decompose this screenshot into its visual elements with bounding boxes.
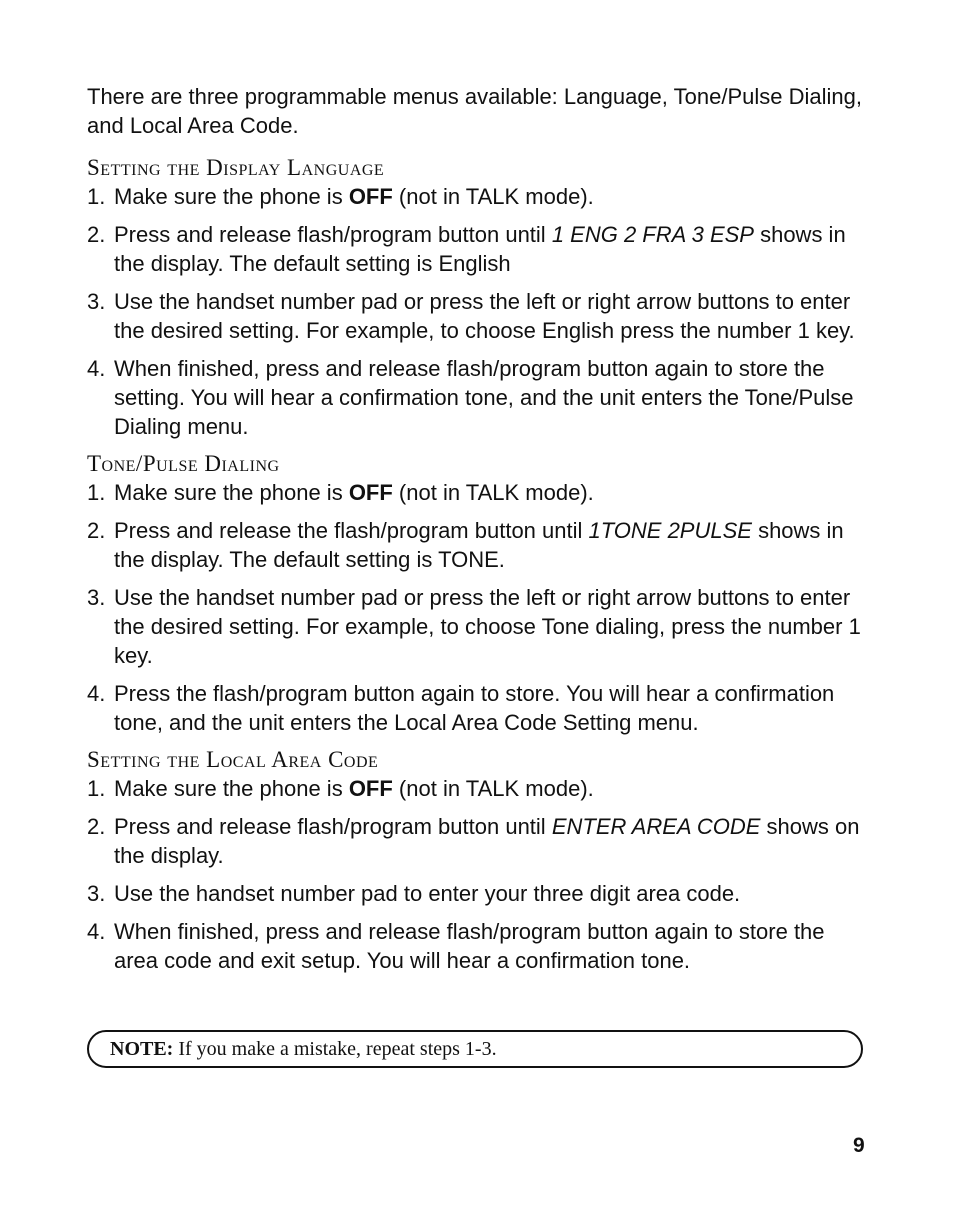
step-text (114, 774, 867, 803)
step-item (87, 182, 867, 211)
step-number: 1. (87, 776, 106, 801)
step-text-pre: Make sure the phone is (114, 184, 349, 209)
step-text (114, 478, 867, 507)
step-text-bold: OFF (348, 480, 393, 505)
step-text-post: shows in the display. The default setting is English (114, 222, 846, 276)
section-heading: Setting the Local Area Code (87, 747, 379, 772)
step-text-post: (not in TALK mode). (392, 776, 594, 801)
step-text-post: shows on the display. (114, 814, 860, 868)
step-text: Use the handset number pad to enter your three digit area code. (114, 881, 741, 906)
step-text-italic: 1TONE 2PULSE (588, 518, 752, 543)
step-text: Press the flash/program button again to store. You will hear a confirmation tone, and the unit enters the Local Area Code Setting menu. (114, 681, 835, 735)
step-text-bold: OFF (348, 776, 393, 801)
step-text-post: shows in the display. The default setting is TONE. (114, 518, 844, 572)
step-text: Use the handset number pad or press the left or right arrow buttons to enter the desired setting. For example, to choose English press the number 1 key. (114, 289, 855, 343)
step-item (87, 220, 867, 278)
step-text-pre: Make sure the phone is (114, 480, 349, 505)
section-heading: Tone/Pulse Dialing (87, 451, 280, 476)
step-number: 2. (87, 222, 106, 247)
step-text (114, 182, 867, 211)
step-text (114, 516, 867, 574)
step-text-pre: Press and release flash/program button until (114, 222, 552, 247)
page-number: 9 (853, 1134, 865, 1157)
step-text: Use the handset number pad or press the left or right arrow buttons to enter the desired setting. For example, to choose Tone dialing, press the number 1 key. (114, 585, 861, 668)
step-number: 1. (87, 480, 106, 505)
step-number: 3. (87, 881, 106, 906)
step-item (87, 516, 867, 574)
step-text (114, 812, 867, 870)
note-body: If you make a mistake, repeat steps 1-3. (173, 1038, 497, 1060)
step-text: When finished, press and release flash/program button again to store the area code and exit setup. You will hear a confirmation tone. (114, 919, 825, 973)
step-number: 3. (87, 585, 106, 610)
step-item (87, 879, 867, 908)
step-text-bold: OFF (348, 184, 393, 209)
step-number: 1. (87, 184, 106, 209)
step-item (87, 354, 867, 441)
step-number: 4. (87, 919, 106, 944)
step-text-pre: Press and release the flash/program button until (114, 518, 589, 543)
note-label: NOTE: (110, 1038, 174, 1060)
section-tone-pulse (87, 450, 867, 737)
step-item (87, 679, 867, 737)
step-text-pre: Make sure the phone is (114, 776, 349, 801)
step-text-italic: 1 ENG 2 FRA 3 ESP (551, 222, 754, 247)
intro-paragraph: There are three programmable menus available: Language, Tone/Pulse Dialing, and Local Area Code. (87, 84, 862, 138)
step-text-post: (not in TALK mode). (392, 184, 594, 209)
step-item (87, 478, 867, 507)
step-number: 4. (87, 356, 106, 381)
step-number: 2. (87, 814, 106, 839)
step-item (87, 812, 867, 870)
step-text (114, 220, 867, 278)
step-number: 3. (87, 289, 106, 314)
step-text-pre: Press and release flash/program button until (114, 814, 552, 839)
section-local-area-code (87, 746, 867, 975)
section-display-language (87, 154, 867, 441)
step-item (87, 774, 867, 803)
step-item (87, 583, 867, 670)
note-text (110, 1037, 497, 1061)
page-content (87, 82, 867, 984)
step-item (87, 287, 867, 345)
section-heading: Setting the Display Language (87, 155, 385, 180)
step-number: 2. (87, 518, 106, 543)
step-text-post: (not in TALK mode). (392, 480, 594, 505)
step-number: 4. (87, 681, 106, 706)
step-text-italic: ENTER AREA CODE (551, 814, 761, 839)
note-box (87, 1030, 863, 1068)
step-item (87, 917, 867, 975)
step-text: When finished, press and release flash/program button again to store the setting. You will hear a confirmation tone, and the unit enters the Tone/Pulse Dialing menu. (114, 356, 854, 439)
